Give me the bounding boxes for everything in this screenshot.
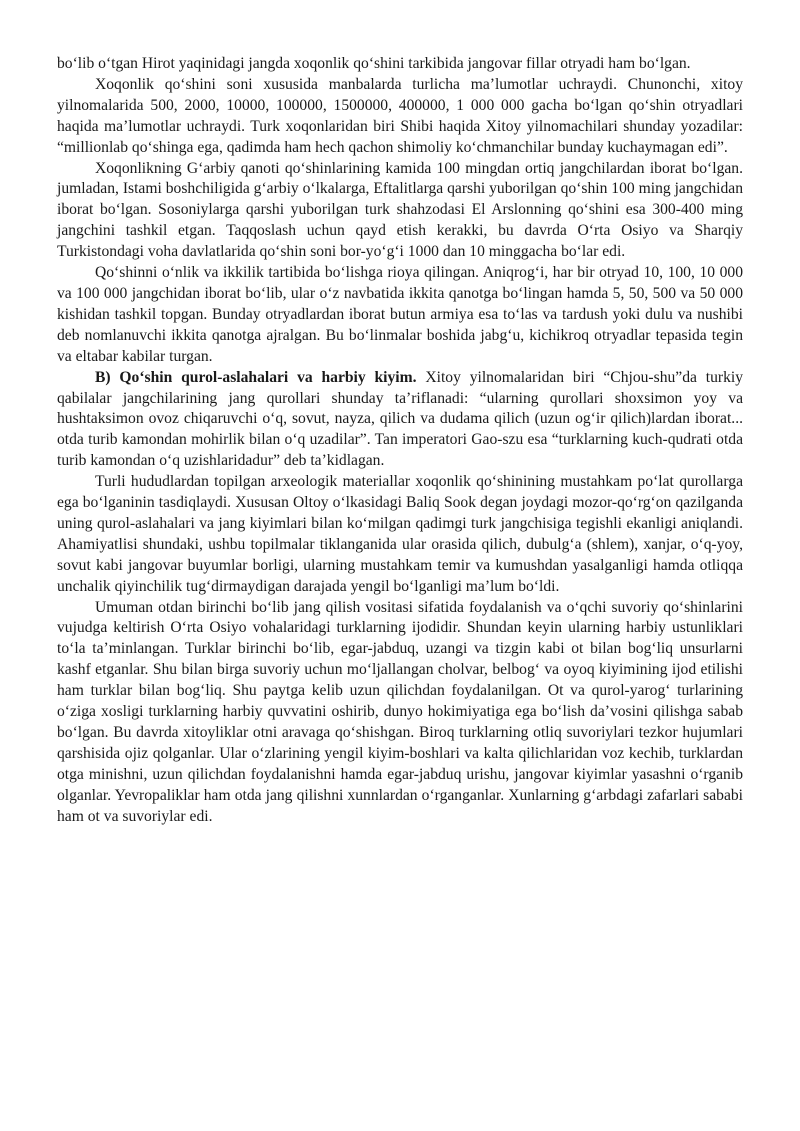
- paragraph-text: Umuman otdan birinchi bo‘lib jang qilish vositasi sifatida foydalanish va o‘qchi suvoriy qo‘shinlarini vujudga keltirish O‘rta Osiyo vohalaridagi turklarning ijodidir. Shundan keyin ularning harbiy ustunliklari to‘la ta’minlangan. Turklar birinchi bo‘lib, egar-jabduq, uzangi va tizgin kabi ot bilan bog‘liq unsurlarni kashf etganlar. Shu bilan birga suvoriy uchun mo‘ljallangan cholvar, belbog‘ va oyoq kiyimining ijod etilishi ham turklar bilan bog‘liq. Shu paytga kelib uzun qilichdan foydalanilgan. Ot va qurol-yarog‘ turlarining o‘ziga xosligi turklarning harbiy quvvatini oshirib, dunyo hokimiyatiga ega bo‘lish da’vosini qilishga sabab bo‘lgan. Bu davrda xitoyliklar otni aravaga qo‘shishgan. Biroq turklarning otliq suvoriylari tezkor hujumlari qarshisida ojiz qolganlar. Ular o‘zlarining yengil kiyim-boshlari va kalta qilichlaridan voz kechib, turklardan otga minishni, uzun qilichdan foydalanishni hamda egar-jabduq urishu, jangovar kiyimlar yasashni o‘rganib olganlar. Yevropaliklar ham otda jang qilishni xunnlardan o‘rganganlar. Xunlarning g‘arbdagi zafarlari sababi ham ot va suvoriylar edi.: [57, 598, 743, 825]
- paragraph: [57, 159, 743, 264]
- paragraph-text: Qo‘shinni o‘nlik va ikkilik tartibida bo‘lishga rioya qilingan. Aniqrog‘i, har bir otryad 10, 100, 10 000 va 100 000 jangchidan iborat bo‘lib, ular o‘z navbatida ikkita qanotga bo‘lingan hamda 5, 50, 500 va 50 000 kishidan tashkil topgan. Bunday otryadlardan iborat butun armiya esa to‘las va tardush yoki dulu va nushibi deb nomlanuvchi ikkita qanotga ajralgan. Bu bo‘linmalar boshida jabg‘u, kichikroq otryadlar tepasida tegin va eltabar kabilar turgan.: [57, 264, 743, 365]
- document-page: [57, 54, 743, 828]
- paragraph-continuation: [57, 54, 743, 75]
- section-heading: B) Qo‘shin qurol-aslahalari va harbiy kiyim.: [95, 368, 417, 386]
- paragraph-text: Xoqonlikning G‘arbiy qanoti qo‘shinlarining kamida 100 mingdan ortiq jangchilardan iborat bo‘lgan. jumladan, Istami boshchiligida g‘arbiy o‘lkalarga, Eftalitlarga qarshi yuborilgan qo‘shin 100 ming jangchidan iborat bo‘lgan. Sosoniylarga qarshi yuborilgan turk shahzodasi El Arslonning qo‘shini esa 300-400 ming jangchini tashkil etgan. Taqqoslash uchun qayd etish kerakki, bu davrda O‘rta Osiyo va Sharqiy Turkistondagi voha davlatlarida qo‘shin soni bor-yo‘g‘i 1000 dan 10 minggacha bo‘lar edi.: [57, 159, 743, 261]
- paragraph: [57, 263, 743, 368]
- paragraph: [57, 598, 743, 828]
- paragraph-text: Turli hududlardan topilgan arxeologik materiallar xoqonlik qo‘shinining mustahkam po‘lat qurollarga ega bo‘lganinin tasdiqlaydi. Xususan Oltoy o‘lkasidagi Baliq Sook degan joydagi mozor-qo‘rg‘on qazilganda uning qurol-aslahalari va jang kiyimlari bilan ko‘milgan qadimgi turk jangchisiga tegishli ekanligi aniqlandi. Ahamiyatlisi shundaki, ushbu topilmalar tiklanganida ular orasida qilich, dubulg‘a (shlem), xanjar, o‘q-yoy, sovut kabi jangovar buyumlar borligi, ularning mustahkam temir va kumushdan yasalganligi hamda otliqqa unchalik qiyinchilik tug‘dirmaydigan darajada yengil bo‘lganligi ma’lum bo‘ldi.: [57, 473, 743, 595]
- paragraph-with-heading: [57, 368, 743, 473]
- paragraph: [57, 75, 743, 159]
- paragraph: [57, 472, 743, 597]
- paragraph-text: Xoqonlik qo‘shini soni xususida manbalarda turlicha ma’lumotlar uchraydi. Chunonchi, xitoy yilnomalarida 500, 2000, 10000, 100000, 1500000, 400000, 1 000 000 gacha bo‘lgan qo‘shin otryadlari haqida ma’lumotlar uchraydi. Turk xoqonlaridan biri Shibi haqida Xitoy yilnomachilari shunday yozadilar: “millionlab qo‘shinga ega, qadimda ham hech qachon shimoliy ko‘chmanchilar bunday kuchaymagan edi”.: [57, 75, 743, 156]
- paragraph-text: bo‘lib o‘tgan Hirot yaqinidagi jangda xoqonlik qo‘shini tarkibida jangovar fillar otryadi ham bo‘lgan.: [57, 55, 691, 72]
- paragraph-text: Xitoy yilnomalaridan biri “Chjou-shu”da turkiy qabilalar jangchilarining jang qurollari shunday ta’riflanadi: “ularning qurollari shoxsimon yoy va hushtaksimon ovoz chiqaruvchi o‘q, sovut, nayza, qilich va dudama qilich (uzun og‘ir qilich)lardan iborat... otda turib kamondan mohirlik bilan o‘q uzadilar”. Tan imperatori Gao-szu esa “turklarning kuch-qudrati otda turib kamondan o‘q uzishlaridadur” deb ta’kidlagan.: [57, 368, 743, 470]
